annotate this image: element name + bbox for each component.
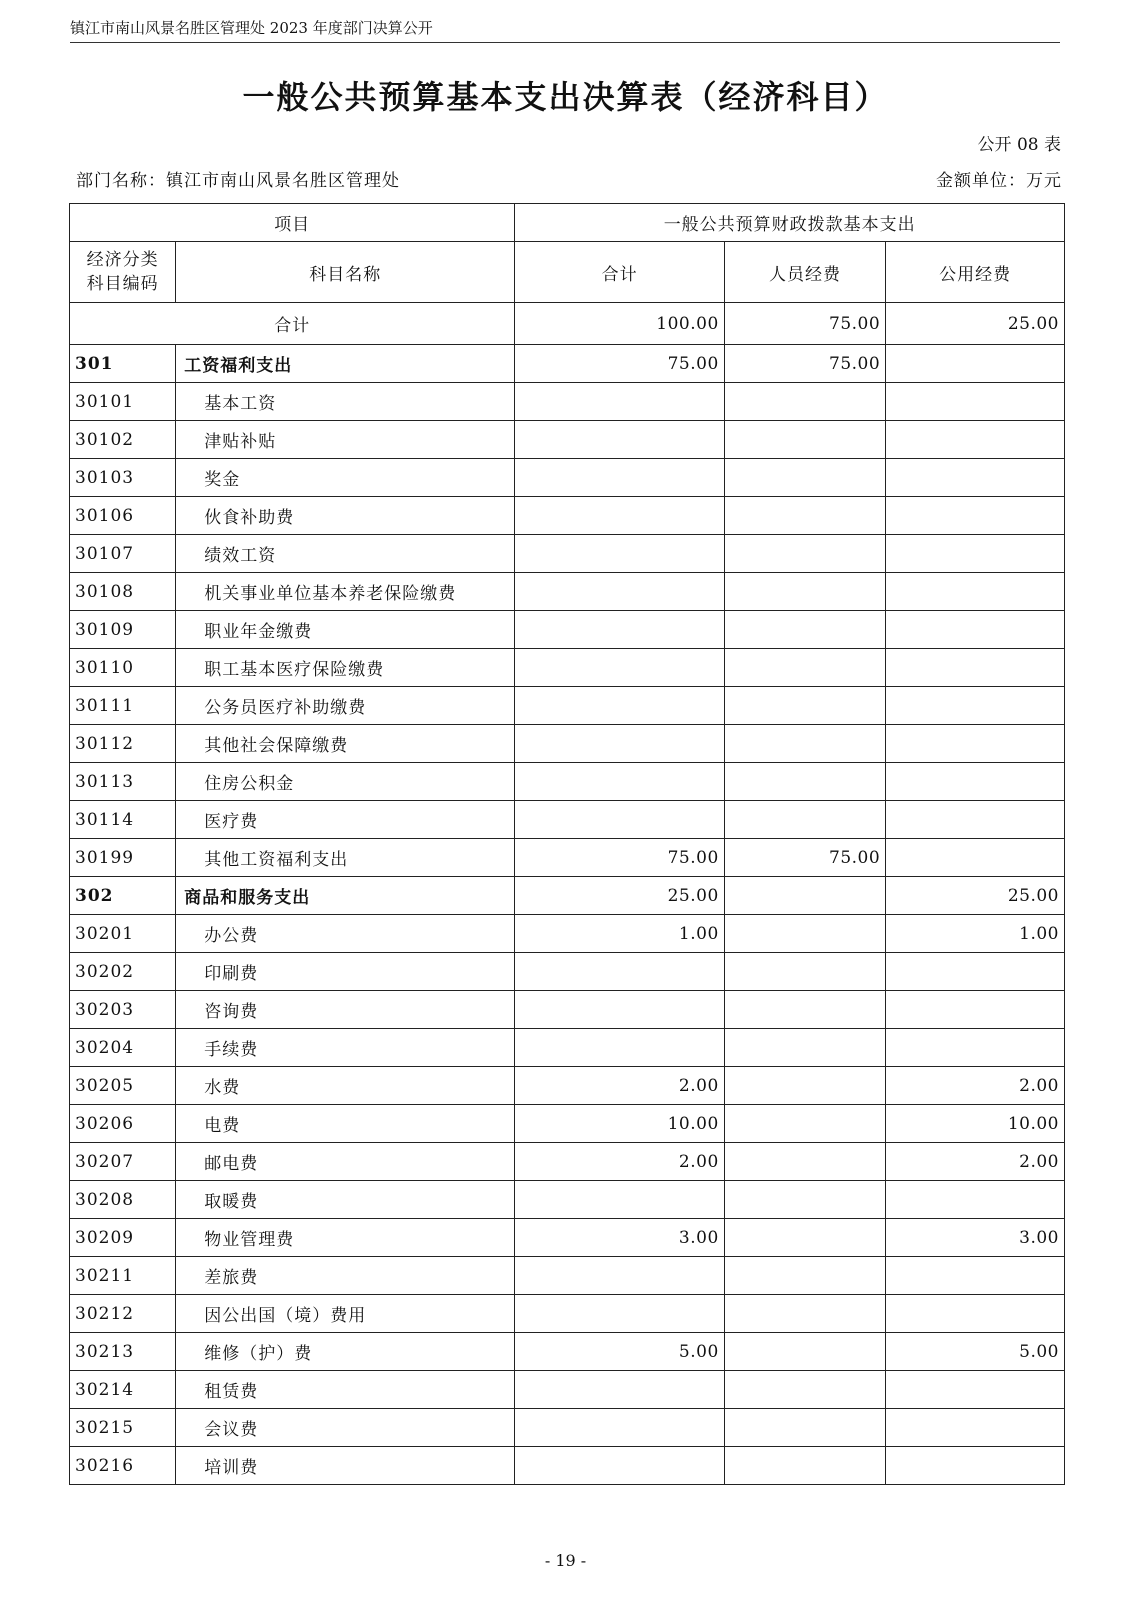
- row-public: [886, 801, 1065, 839]
- row-name: 商品和服务支出: [176, 877, 515, 915]
- row-total: [515, 725, 724, 763]
- table-row: [70, 459, 1065, 497]
- row-total: 5.00: [515, 1333, 724, 1371]
- running-header: 镇江市南山风景名胜区管理处 2023 年度部门决算公开: [70, 14, 1060, 43]
- row-code: 30101: [70, 383, 176, 421]
- row-total: [515, 1371, 724, 1409]
- page-number: - 19 -: [544, 1551, 587, 1570]
- row-total: 75.00: [515, 839, 724, 877]
- row-public: [886, 1257, 1065, 1295]
- row-total: 2.00: [515, 1067, 724, 1105]
- header-personnel: 人员经费: [724, 242, 885, 303]
- row-total: 1.00: [515, 915, 724, 953]
- total-row: [70, 303, 1065, 345]
- table-row: [70, 991, 1065, 1029]
- row-code: 30108: [70, 573, 176, 611]
- table-row: [70, 1295, 1065, 1333]
- row-name: 手续费: [176, 1029, 515, 1067]
- row-personnel: 75.00: [724, 345, 885, 383]
- row-name: 水费: [176, 1067, 515, 1105]
- row-total: 3.00: [515, 1219, 724, 1257]
- table-row: [70, 611, 1065, 649]
- row-personnel: [724, 991, 885, 1029]
- table-row: [70, 1371, 1065, 1409]
- row-personnel: [724, 497, 885, 535]
- row-public: [886, 1295, 1065, 1333]
- row-personnel: 75.00: [724, 839, 885, 877]
- row-name: 机关事业单位基本养老保险缴费: [176, 573, 515, 611]
- table-row: [70, 1181, 1065, 1219]
- row-total: [515, 459, 724, 497]
- row-public: [886, 459, 1065, 497]
- row-public: [886, 763, 1065, 801]
- table-row: [70, 1105, 1065, 1143]
- row-name: 咨询费: [176, 991, 515, 1029]
- table-row: [70, 1333, 1065, 1371]
- row-public: [886, 1371, 1065, 1409]
- header-total: 合计: [515, 242, 724, 303]
- row-personnel: [724, 383, 885, 421]
- row-total: [515, 611, 724, 649]
- row-public: [886, 497, 1065, 535]
- row-name: 培训费: [176, 1447, 515, 1485]
- row-public: [886, 421, 1065, 459]
- row-total: [515, 1181, 724, 1219]
- row-personnel: [724, 687, 885, 725]
- table-row: [70, 1409, 1065, 1447]
- row-code: 301: [70, 345, 176, 383]
- row-code: 30110: [70, 649, 176, 687]
- department-name: 部门名称：镇江市南山风景名胜区管理处: [76, 171, 400, 191]
- table-row: [70, 839, 1065, 877]
- row-name: 其他工资福利支出: [176, 839, 515, 877]
- row-public: [886, 649, 1065, 687]
- header-item: 项目: [70, 204, 515, 242]
- row-total: [515, 1409, 724, 1447]
- row-code: 30107: [70, 535, 176, 573]
- row-code: 30203: [70, 991, 176, 1029]
- row-public: 1.00: [886, 915, 1065, 953]
- row-personnel: [724, 1143, 885, 1181]
- row-personnel: [724, 459, 885, 497]
- row-name: 物业管理费: [176, 1219, 515, 1257]
- expenditure-table: [69, 203, 1065, 1485]
- row-personnel: [724, 611, 885, 649]
- row-code: 30106: [70, 497, 176, 535]
- row-code: 30216: [70, 1447, 176, 1485]
- row-personnel: [724, 649, 885, 687]
- row-public: 25.00: [886, 877, 1065, 915]
- table-row: [70, 1143, 1065, 1181]
- row-name: 因公出国（境）费用: [176, 1295, 515, 1333]
- row-total: [515, 1447, 724, 1485]
- row-code: 30211: [70, 1257, 176, 1295]
- table-row: [70, 1219, 1065, 1257]
- row-public: 2.00: [886, 1067, 1065, 1105]
- row-public: 2.00: [886, 1143, 1065, 1181]
- row-public: [886, 1029, 1065, 1067]
- row-name: 办公费: [176, 915, 515, 953]
- row-personnel: [724, 1257, 885, 1295]
- total-label: 合计: [70, 303, 515, 345]
- total-personnel: 75.00: [724, 303, 885, 345]
- row-total: [515, 687, 724, 725]
- row-name: 医疗费: [176, 801, 515, 839]
- row-code: 30212: [70, 1295, 176, 1333]
- row-public: [886, 953, 1065, 991]
- row-code: 30213: [70, 1333, 176, 1371]
- row-public: [886, 345, 1065, 383]
- row-personnel: [724, 1219, 885, 1257]
- page-title: 一般公共预算基本支出决算表（经济科目）: [242, 78, 889, 116]
- row-personnel: [724, 1333, 885, 1371]
- row-total: [515, 1029, 724, 1067]
- row-name: 邮电费: [176, 1143, 515, 1181]
- row-personnel: [724, 1067, 885, 1105]
- row-personnel: [724, 1181, 885, 1219]
- row-name: 会议费: [176, 1409, 515, 1447]
- row-total: 75.00: [515, 345, 724, 383]
- header-code: 经济分类科目编码: [70, 242, 176, 303]
- table-row: [70, 649, 1065, 687]
- row-code: 30215: [70, 1409, 176, 1447]
- table-row: [70, 573, 1065, 611]
- row-code: 30204: [70, 1029, 176, 1067]
- row-public: [886, 1409, 1065, 1447]
- row-code: 30209: [70, 1219, 176, 1257]
- row-code: 30208: [70, 1181, 176, 1219]
- row-code: 30111: [70, 687, 176, 725]
- header-public: 公用经费: [886, 242, 1065, 303]
- row-code: 30207: [70, 1143, 176, 1181]
- row-name: 取暖费: [176, 1181, 515, 1219]
- header-name: 科目名称: [176, 242, 515, 303]
- row-public: [886, 725, 1065, 763]
- row-public: 3.00: [886, 1219, 1065, 1257]
- row-name: 伙食补助费: [176, 497, 515, 535]
- row-personnel: [724, 1029, 885, 1067]
- header-funding: 一般公共预算财政拨款基本支出: [515, 204, 1065, 242]
- row-name: 其他社会保障缴费: [176, 725, 515, 763]
- header-row-1: [70, 204, 1065, 242]
- row-code: 30109: [70, 611, 176, 649]
- row-public: [886, 687, 1065, 725]
- table-row: [70, 801, 1065, 839]
- row-name: 基本工资: [176, 383, 515, 421]
- table-row: [70, 725, 1065, 763]
- row-public: [886, 611, 1065, 649]
- row-name: 奖金: [176, 459, 515, 497]
- row-personnel: [724, 1105, 885, 1143]
- row-code: 30214: [70, 1371, 176, 1409]
- row-personnel: [724, 1295, 885, 1333]
- row-total: [515, 801, 724, 839]
- table-row: [70, 1029, 1065, 1067]
- row-total: [515, 573, 724, 611]
- table-row: [70, 953, 1065, 991]
- row-personnel: [724, 1371, 885, 1409]
- row-personnel: [724, 573, 885, 611]
- row-code: 30103: [70, 459, 176, 497]
- row-code: 30113: [70, 763, 176, 801]
- row-personnel: [724, 725, 885, 763]
- row-name: 差旅费: [176, 1257, 515, 1295]
- row-total: [515, 649, 724, 687]
- row-public: [886, 991, 1065, 1029]
- row-public: [886, 839, 1065, 877]
- row-personnel: [724, 953, 885, 991]
- row-total: [515, 383, 724, 421]
- row-personnel: [724, 1409, 885, 1447]
- table-row: [70, 763, 1065, 801]
- row-public: [886, 1447, 1065, 1485]
- row-code: 30199: [70, 839, 176, 877]
- row-code: 30205: [70, 1067, 176, 1105]
- row-public: [886, 573, 1065, 611]
- row-name: 电费: [176, 1105, 515, 1143]
- row-name: 职工基本医疗保险缴费: [176, 649, 515, 687]
- table-row: [70, 1257, 1065, 1295]
- row-personnel: [724, 421, 885, 459]
- meta-row: [70, 166, 1062, 194]
- row-total: 10.00: [515, 1105, 724, 1143]
- row-name: 津贴补贴: [176, 421, 515, 459]
- table-row: [70, 421, 1065, 459]
- row-name: 住房公积金: [176, 763, 515, 801]
- row-personnel: [724, 763, 885, 801]
- total-public: 25.00: [886, 303, 1065, 345]
- table-row: [70, 497, 1065, 535]
- row-code: 30102: [70, 421, 176, 459]
- row-code: 30112: [70, 725, 176, 763]
- table-row: [70, 1067, 1065, 1105]
- table-row: [70, 687, 1065, 725]
- row-code: 30206: [70, 1105, 176, 1143]
- row-personnel: [724, 1447, 885, 1485]
- row-name: 维修（护）费: [176, 1333, 515, 1371]
- row-name: 绩效工资: [176, 535, 515, 573]
- row-total: [515, 421, 724, 459]
- row-personnel: [724, 915, 885, 953]
- amount-unit: 金额单位：万元: [936, 171, 1062, 191]
- total-total: 100.00: [515, 303, 724, 345]
- table-row: [70, 915, 1065, 953]
- row-total: [515, 1257, 724, 1295]
- row-public: 5.00: [886, 1333, 1065, 1371]
- table-row: [70, 383, 1065, 421]
- row-total: [515, 497, 724, 535]
- row-name: 工资福利支出: [176, 345, 515, 383]
- header-row-2: [70, 242, 1065, 303]
- table-row: [70, 877, 1065, 915]
- row-total: 2.00: [515, 1143, 724, 1181]
- row-code: 30202: [70, 953, 176, 991]
- row-name: 职业年金缴费: [176, 611, 515, 649]
- row-total: [515, 535, 724, 573]
- row-public: 10.00: [886, 1105, 1065, 1143]
- table-row: [70, 1447, 1065, 1485]
- row-public: [886, 1181, 1065, 1219]
- row-public: [886, 383, 1065, 421]
- row-name: 公务员医疗补助缴费: [176, 687, 515, 725]
- row-public: [886, 535, 1065, 573]
- row-name: 租赁费: [176, 1371, 515, 1409]
- row-personnel: [724, 535, 885, 573]
- table-row: [70, 345, 1065, 383]
- row-personnel: [724, 801, 885, 839]
- row-total: 25.00: [515, 877, 724, 915]
- row-name: 印刷费: [176, 953, 515, 991]
- row-code: 30114: [70, 801, 176, 839]
- table-row: [70, 535, 1065, 573]
- row-total: [515, 991, 724, 1029]
- table-number: 公开 08 表: [977, 135, 1061, 155]
- row-code: 302: [70, 877, 176, 915]
- row-total: [515, 1295, 724, 1333]
- row-total: [515, 953, 724, 991]
- row-total: [515, 763, 724, 801]
- row-personnel: [724, 877, 885, 915]
- row-code: 30201: [70, 915, 176, 953]
